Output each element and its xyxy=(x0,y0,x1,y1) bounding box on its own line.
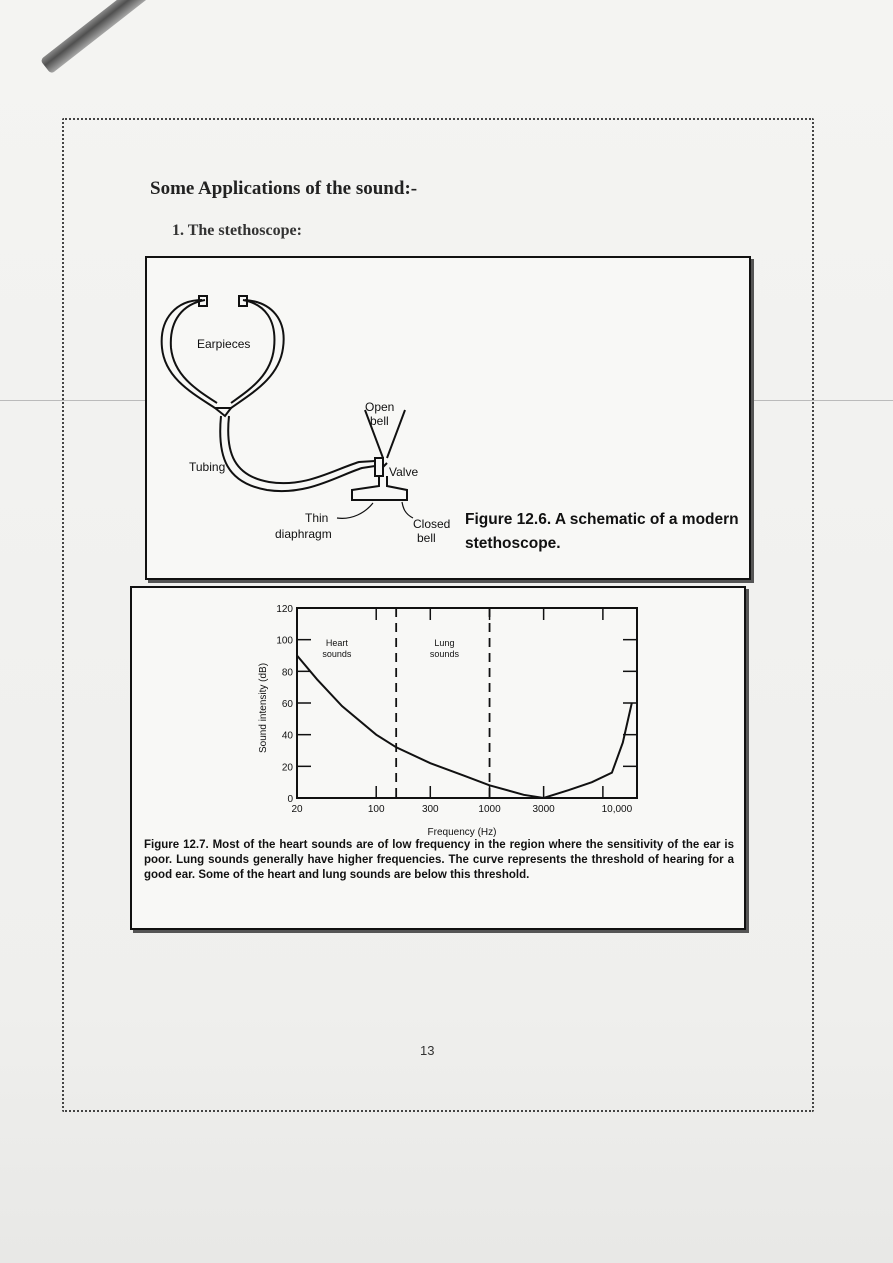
x-tick-label: 1000 xyxy=(478,804,501,815)
label-earpieces: Earpieces xyxy=(197,337,251,351)
region-label: sounds xyxy=(429,649,459,660)
page-number: 13 xyxy=(420,1043,435,1058)
region-label: Lung xyxy=(434,638,455,648)
x-tick-label: 10,000 xyxy=(601,804,633,815)
y-tick-label: 20 xyxy=(281,762,293,774)
figure-12-6-caption: Figure 12.6. A schematic of a modern stethoscope. xyxy=(465,511,739,552)
y-tick-label: 60 xyxy=(281,699,293,710)
figure-12-7-caption: Figure 12.7. Most of the heart sounds are of low frequency in the region where the sensitivity of the ear is poor. Lung sounds generally have higher frequencies. The curve represents the threshold of hearing for a good ear. Some of the heart and lung sounds are below this threshold. xyxy=(144,839,734,881)
x-tick-label: 3000 xyxy=(532,804,555,815)
label-thin-1: Thin xyxy=(305,511,329,525)
stethoscope-figure xyxy=(145,256,751,580)
y-tick-label: 100 xyxy=(276,635,293,647)
plot-frame xyxy=(297,608,637,798)
x-tick-label: 300 xyxy=(421,804,439,815)
region-label: sounds xyxy=(322,649,352,660)
threshold-curve xyxy=(297,656,632,799)
region-label: Heart xyxy=(325,638,348,648)
y-tick-label: 40 xyxy=(281,730,293,742)
y-tick-label: 0 xyxy=(287,794,293,805)
hearing-threshold-chart xyxy=(132,588,744,838)
y-tick-label: 120 xyxy=(276,604,293,615)
label-thin-2: diaphragm xyxy=(275,527,332,541)
section-heading: 1. The stethoscope: xyxy=(172,222,302,239)
page-heading: Some Applications of the sound:- xyxy=(150,178,418,199)
x-axis-label: Frequency (Hz) xyxy=(427,827,497,838)
label-open-bell-2: bell xyxy=(370,414,389,428)
label-closed-2: bell xyxy=(417,531,436,545)
label-open-bell-1: Open xyxy=(365,400,395,414)
x-tick-label: 100 xyxy=(367,804,385,815)
x-tick-label: 20 xyxy=(291,804,303,815)
label-closed-1: Closed xyxy=(413,517,451,531)
label-valve: Valve xyxy=(389,465,419,479)
label-tubing: Tubing xyxy=(189,460,226,474)
y-axis-label: Sound intensity (dB) xyxy=(258,662,269,753)
hearing-threshold-figure xyxy=(130,586,746,930)
y-tick-label: 80 xyxy=(281,667,293,679)
